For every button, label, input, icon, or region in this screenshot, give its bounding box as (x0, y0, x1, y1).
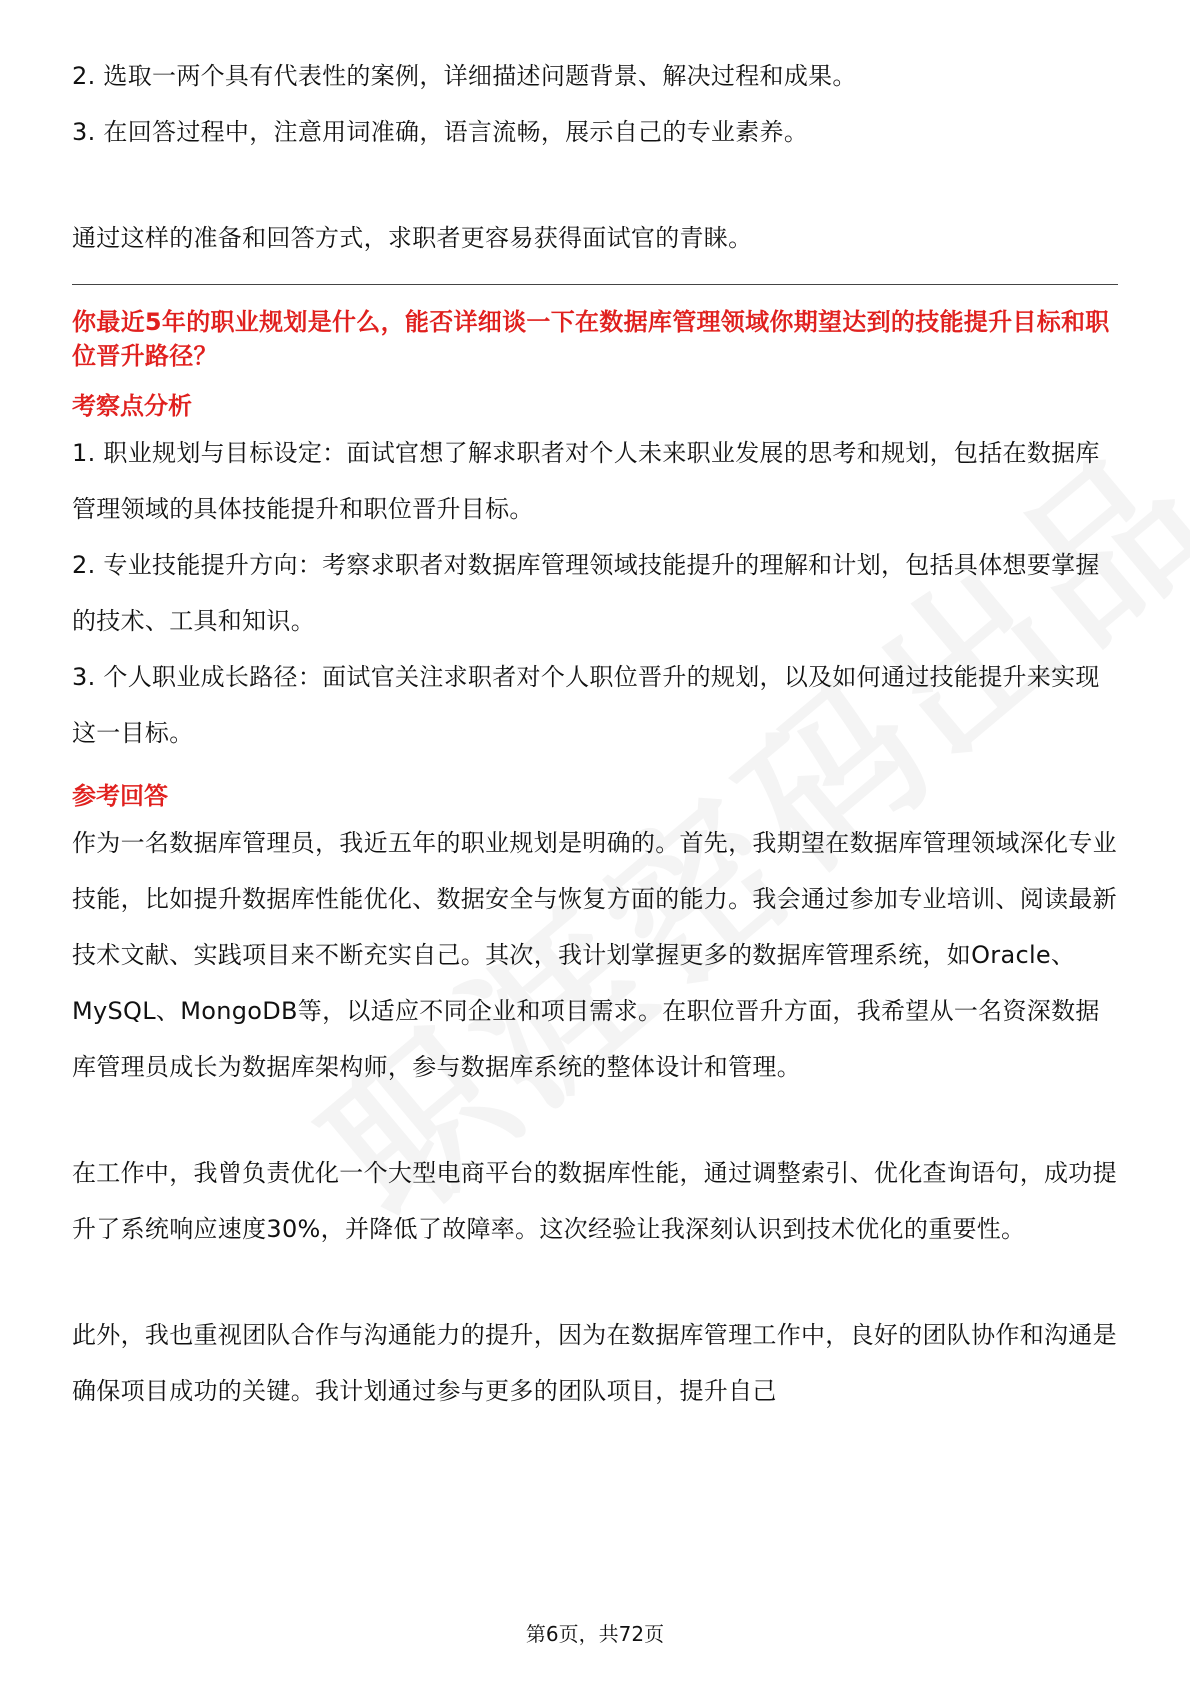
analysis-item-2: 2. 专业技能提升方向：考察求职者对数据库管理领域技能提升的理解和计划，包括具体想要掌握的技术、工具和知识。 (72, 551, 1100, 635)
reference-paragraph-3: 此外，我也重视团队合作与沟通能力的提升，因为在数据库管理工作中，良好的团队协作和沟通是确保项目成功的关键。我计划通过参与更多的团队项目，提升自己 (72, 1321, 1117, 1405)
section-divider (72, 284, 1118, 285)
reference-paragraph-2: 在工作中，我曾负责优化一个大型电商平台的数据库性能，通过调整索引、优化查询语句，成功提升了系统响应速度30%，并降低了故障率。这次经验让我深刻认识到技术优化的重要性。 (72, 1159, 1117, 1243)
page-number-footer: 第6页，共72页 (525, 1622, 665, 1646)
spacer (72, 160, 1118, 210)
spacer (72, 1095, 1118, 1145)
reference-heading: 参考回答 (72, 782, 168, 810)
top-list-item-3: 3. 在回答过程中，注意用词准确，语言流畅，展示自己的专业素养。 (72, 118, 809, 146)
top-list-item-2: 2. 选取一两个具有代表性的案例，详细描述问题背景、解决过程和成果。 (72, 62, 857, 90)
analysis-heading: 考察点分析 (72, 392, 192, 420)
closing-line: 通过这样的准备和回答方式，求职者更容易获得面试官的青睐。 (72, 224, 753, 252)
reference-paragraph-1: 作为一名数据库管理员，我近五年的职业规划是明确的。首先，我期望在数据库管理领域深化专业技能，比如提升数据库性能优化、数据安全与恢复方面的能力。我会通过参加专业培训、阅读最新技术文献、实践项目来不断充实自己。其次，我计划掌握更多的数据库管理系统，如Oracle、MySQL、MongoDB等，以适应不同企业和项目需求。在职位晋升方面，我希望从一名资深数据库管理员成长为数据库架构师，参与数据库系统的整体设计和管理。 (72, 829, 1117, 1081)
analysis-item-1: 1. 职业规划与目标设定：面试官想了解求职者对个人未来职业发展的思考和规划，包括在数据库管理领域的具体技能提升和职位晋升目标。 (72, 439, 1100, 523)
spacer (72, 1257, 1118, 1307)
question-heading: 你最近5年的职业规划是什么，能否详细谈一下在数据库管理领域你期望达到的技能提升目标和职位晋升路径？ (72, 308, 1110, 370)
analysis-item-3: 3. 个人职业成长路径：面试官关注求职者对个人职位晋升的规划，以及如何通过技能提升来实现这一目标。 (72, 663, 1100, 747)
